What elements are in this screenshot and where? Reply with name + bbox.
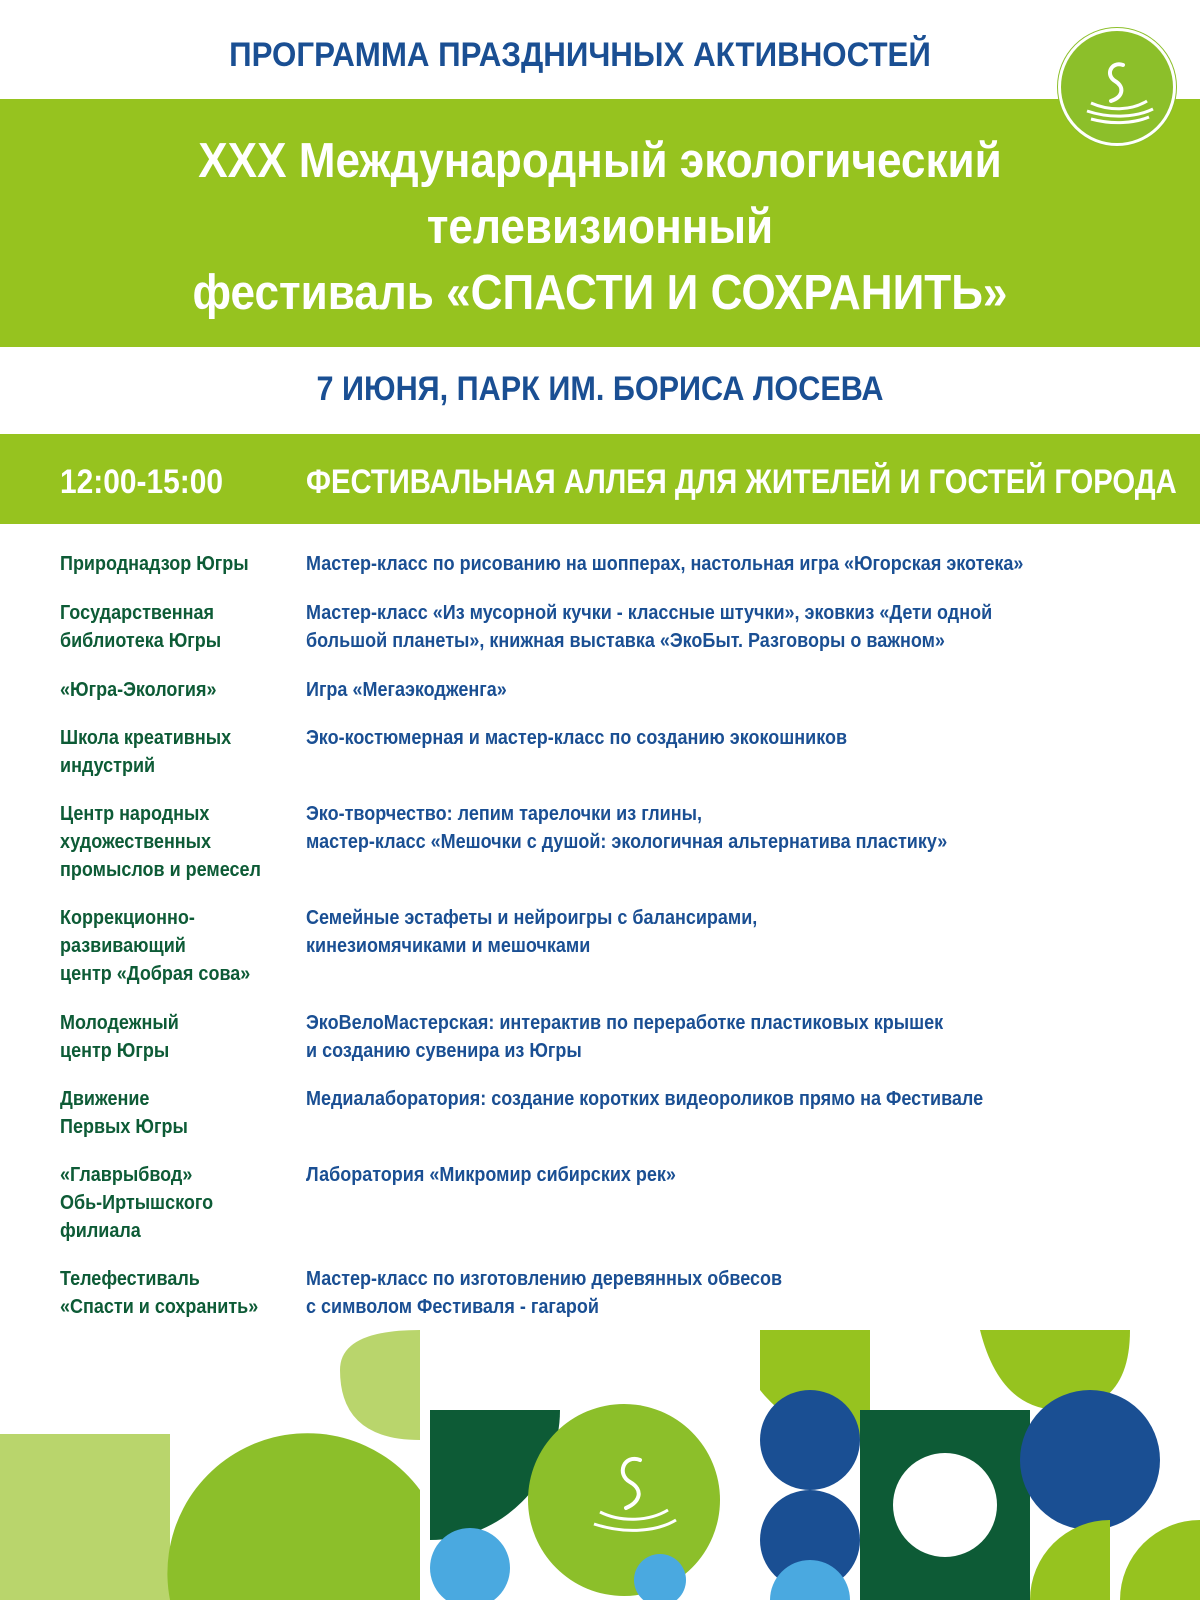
festival-title-line-2: телевизионный bbox=[426, 200, 774, 254]
organizer: Школа креативных индустрий bbox=[60, 727, 232, 777]
organizer: Природнадзор Югры bbox=[60, 553, 249, 575]
organizer: Молодежный центр Югры bbox=[60, 1012, 179, 1062]
swan-logo-icon bbox=[1061, 31, 1173, 143]
organizer: «Главрыбвод» Обь-Иртышского филиала bbox=[60, 1164, 214, 1242]
section-title: ФЕСТИВАЛЬНАЯ АЛЛЕЯ ДЛЯ ЖИТЕЛЕЙ И ГОСТЕЙ ГОРОДА bbox=[306, 463, 1177, 501]
decorative-pattern bbox=[0, 1330, 1200, 1600]
organizer: Центр народных художественных промыслов и ремесел bbox=[60, 803, 261, 881]
activity: Эко-костюмерная и мастер-класс по созданию экокошников bbox=[306, 727, 848, 749]
activity: ЭкоВелоМастерская: интерактив по переработке пластиковых крышек и созданию сувенира из Югры bbox=[306, 1012, 944, 1062]
activity: Медиалаборатория: создание коротких видеороликов прямо на Фестивале bbox=[306, 1088, 984, 1110]
program-title: ПРОГРАММА ПРАЗДНИЧНЫХ АКТИВНОСТЕЙ bbox=[229, 36, 931, 74]
festival-title-line-3: фестиваль «СПАСТИ И СОХРАНИТЬ» bbox=[192, 266, 1008, 320]
activity: Эко-творчество: лепим тарелочки из глины, мастер-класс «Мешочки с душой: экологичная альтернатива пластику» bbox=[306, 803, 948, 853]
organizer: Коррекционно- развивающий центр «Добрая сова» bbox=[60, 907, 251, 985]
schedule-time: 12:00-15:00 bbox=[60, 463, 224, 501]
activity: Мастер-класс по рисованию на шопперах, настольная игра «Югорская экотека» bbox=[306, 553, 1024, 575]
activity: Мастер-класс по изготовлению деревянных обвесов с символом Фестиваля - гагарой bbox=[306, 1268, 783, 1318]
date-place bbox=[0, 370, 1200, 409]
activity: Игра «Мегаэкодженга» bbox=[306, 679, 507, 701]
festival-title bbox=[0, 128, 1200, 326]
activity: Лаборатория «Микромир сибирских рек» bbox=[306, 1164, 676, 1186]
organizer: Телефестиваль «Спасти и сохранить» bbox=[60, 1268, 259, 1318]
organizer: «Югра-Экология» bbox=[60, 679, 217, 701]
festival-logo bbox=[1058, 28, 1176, 146]
activity: Семейные эстафеты и нейроигры с балансирами, кинезиомячиками и мешочками bbox=[306, 907, 758, 957]
activity: Мастер-класс «Из мусорной кучки - классные штучки», эковкиз «Дети одной большой планеты», книжная выставка «ЭкоБыт. Разговоры о важном» bbox=[306, 602, 993, 652]
organizer: Государственная библиотека Югры bbox=[60, 602, 222, 652]
organizer: Движение Первых Югры bbox=[60, 1088, 188, 1138]
date-place-text: 7 ИЮНЯ, ПАРК ИМ. БОРИСА ЛОСЕВА bbox=[316, 370, 884, 408]
festival-title-line-1: XXX Международный экологический bbox=[198, 134, 1002, 188]
